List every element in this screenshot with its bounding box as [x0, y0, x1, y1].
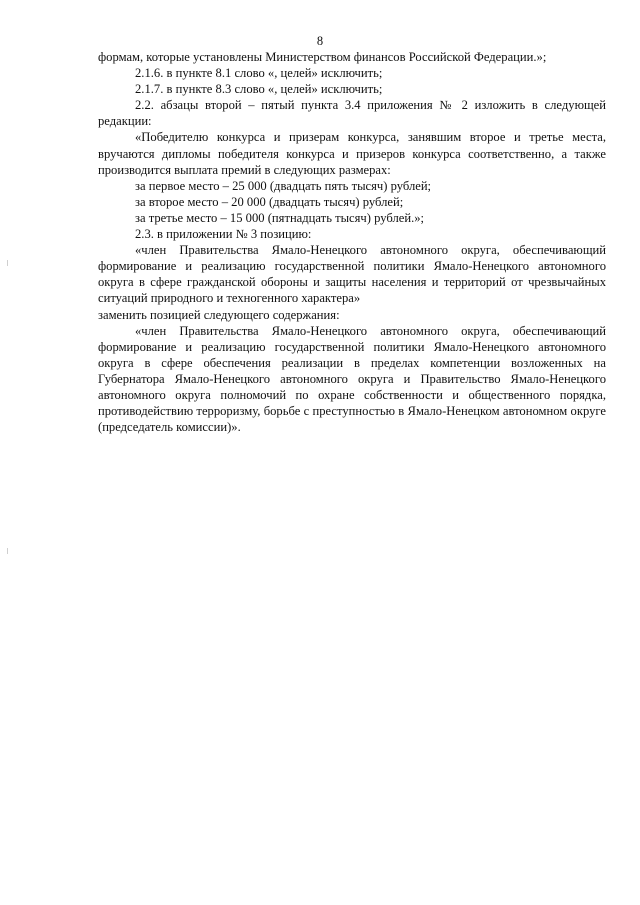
document-body: [98, 49, 606, 435]
paragraph-old-position: «член Правительства Ямало-Ненецкого автономного округа, обеспечивающий формирование и реализацию государственной политики Ямало-Ненецкого автономного округа в сфере гражданской обороны и защиты населения и территорий от чрезвычайных ситуаций природного и техногенного характера»: [98, 243, 606, 306]
paragraph-replace-with: заменить позицией следующего содержания:: [98, 307, 340, 322]
paragraph-new-position: «член Правительства Ямало-Ненецкого автономного округа, обеспечивающий формирование и реализацию государственной политики Ямало-Ненецкого автономного округа в сфере обеспечения реализации в пределах компетенции возложенных на Губернатора Ямало-Ненецкого автономного округа и Правительство Ямало-Ненецкого автономного округа полномочий по охране собственности и общественного порядка, противодействию терроризму, борьбе с преступностью в Ямало-Ненецком автономном округе (председатель комиссии)».: [98, 323, 606, 435]
paragraph-third-place: за третье место – 15 000 (пятнадцать тысяч) рублей.»;: [135, 210, 425, 225]
paragraph-first-place: за первое место – 25 000 (двадцать пять тысяч) рублей;: [135, 178, 432, 193]
paragraph-second-place: за второе место – 20 000 (двадцать тысяч) рублей;: [135, 194, 404, 209]
paragraph-item-2-1-6: 2.1.6. в пункте 8.1 слово «, целей» исключить;: [135, 66, 383, 81]
scan-artifact-mark: [7, 548, 8, 554]
paragraph-quote-prizes: «Победителю конкурса и призерам конкурса, занявшим второе и третье места, вручаются дипломы победителя конкурса и призеров конкурса соответственно, а также производится выплата премий в следующих размерах:: [98, 130, 606, 177]
paragraph-item-2-1-7: 2.1.7. в пункте 8.3 слово «, целей» исключить;: [135, 82, 383, 97]
paragraph-item-2-3: 2.3. в приложении № 3 позицию:: [135, 227, 312, 242]
scan-artifact-mark: [7, 260, 8, 266]
paragraph-continuation: формам, которые установлены Министерством финансов Российской Федерации.»;: [98, 50, 547, 64]
page-number: 8: [316, 34, 324, 48]
paragraph-item-2-2: 2.2. абзацы второй – пятый пункта 3.4 приложения № 2 изложить в следующей редакции:: [98, 98, 606, 129]
